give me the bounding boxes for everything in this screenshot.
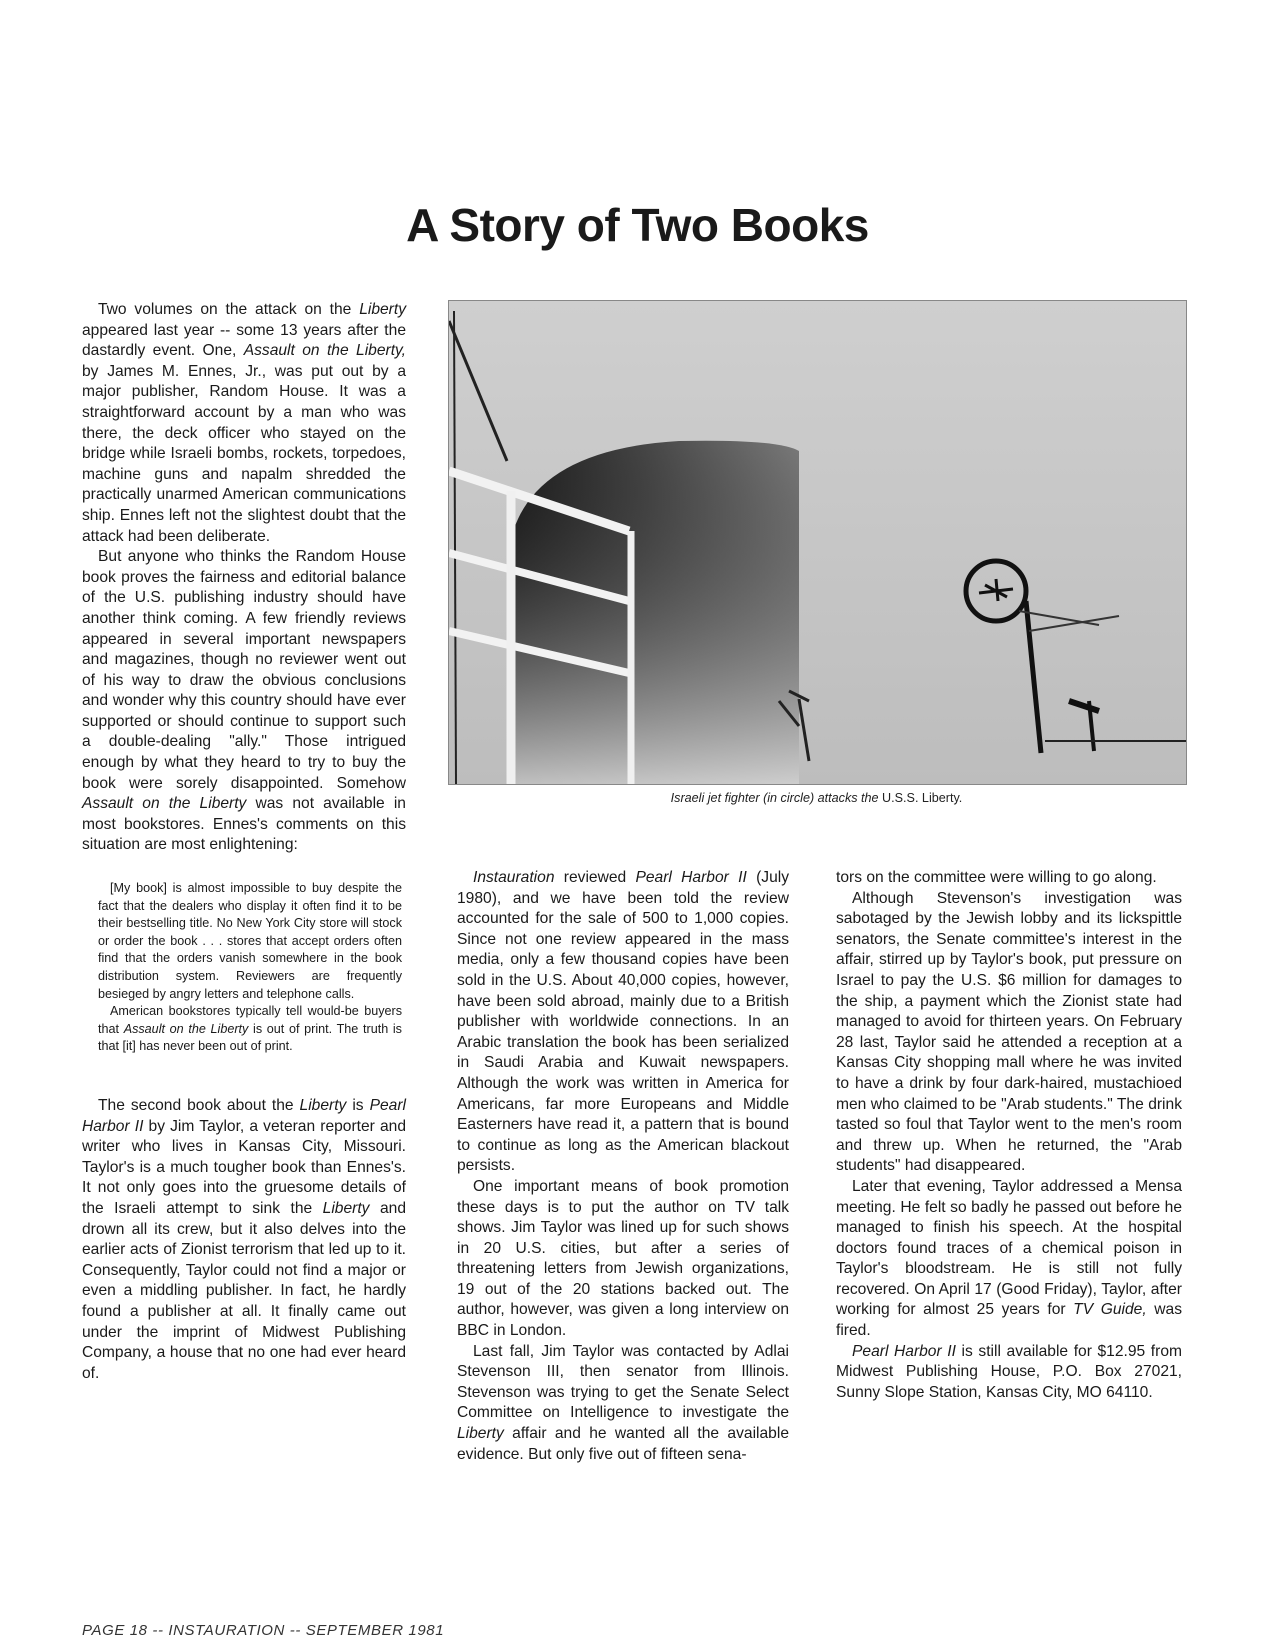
paragraph: Later that evening, Taylor addressed a Mensa meeting. He felt so badly he passed out before he managed to finish his speech. At the hospital doctors found traces of a chemical poison in Taylor's bloodstream. He is still not fully recovered. On April 17 (Good Friday), Taylor, after working for almost 25 years for TV Guide, was fired. bbox=[836, 1177, 1182, 1340]
photo-caption: Israeli jet fighter (in circle) attacks the U.S.S. Liberty. bbox=[670, 791, 963, 805]
paragraph: But anyone who thinks the Random House book proves the fairness and editorial balance of the U.S. publishing industry should have another think coming. A few friendly reviews appeared in several important newspapers and magazines, though no reviewer went out of his way to draw the obvious conclusions and wonder why this country should have ever supported or should continue to support such a double-dealing "ally." Those intrigued enough by what they heard to try to buy the book were sorely disappointed. Somehow Assault on the Liberty was not available in most bookstores. Ennes's comments on this situation are most enlightening: bbox=[82, 548, 406, 854]
paragraph: The second book about the Liberty is Pearl Harbor II by Jim Taylor, a veteran reporter and writer who lives in Kansas City, Missouri. Taylor's is a much tougher book than Ennes's. It not only goes into the gruesome details of the Israeli attempt to sink the Liberty and drown all its crew, but it also delves into the earlier acts of Zionist terrorism that led up to it. Consequently, Taylor could not find a major or even a middling publisher. In fact, he hardly found a publisher at all. It finally came out under the imprint of Midwest Publishing Company, a house that no one had ever heard of. bbox=[82, 1096, 406, 1382]
quote-paragraph: American bookstores typically tell would-be buyers that Assault on the Liberty is out of print. The truth is that [it] has never been out of print. bbox=[98, 1004, 402, 1054]
column-left bbox=[82, 300, 406, 1384]
quote-paragraph: [My book] is almost impossible to buy despite the fact that the dealers who display it often find it to be their bestselling title. No New York City store will stock or order the book . . . stores that accept orders often find that the orders vanish somewhere in the book distribution system. Reviewers are frequently besieged by angry letters and telephone calls. bbox=[98, 881, 402, 1001]
column-middle bbox=[457, 868, 789, 1465]
block-quote bbox=[98, 880, 402, 1056]
paragraph: Although Stevenson's investigation was sabotaged by the Jewish lobby and its lickspittle senators, the Senate committee's interest in the affair, stirred up by Taylor's book, put pressure on Israel to pay the U.S. $6 million for damages to the ship, a payment which the Zionist state had managed to avoid for thirteen years. On February 28 last, Taylor said he attended a reception at a Kansas City shopping mall where he was invited to have a drink by four dark-haired, mustachioed men who claimed to be "Arab students." The drink tasted so foul that Taylor went to the men's room and threw up. When he returned, the "Arab students" had disappeared. bbox=[836, 889, 1182, 1175]
article-title: A Story of Two Books bbox=[406, 199, 869, 251]
paragraph: Pearl Harbor II is still available for $12.95 from Midwest Publishing House, P.O. Box 27021, Sunny Slope Station, Kansas City, MO 64110. bbox=[836, 1342, 1182, 1401]
ship-photo bbox=[448, 300, 1187, 785]
paragraph: Instauration reviewed Pearl Harbor II (July 1980), and we have been told the review accounted for the sale of 500 to 1,000 copies. Since not one review appeared in the mass media, only a few thousand copies have been sold in the U.S. About 40,000 copies, however, have been sold abroad, mainly due to a British publisher with worldwide connections. In an Arabic translation the book has been serialized in Saudi Arabia and Kuwait newspapers. Although the work was written in America for Americans, far more Europeans and Middle Easterners have read it, a pattern that is bound to continue as long as the American blackout persists. bbox=[457, 869, 790, 1175]
column-right bbox=[836, 868, 1182, 1403]
paragraph: Last fall, Jim Taylor was contacted by Adlai Stevenson III, then senator from Illinois. Stevenson was trying to get the Senate Select Committee on Intelligence to investigate the Liberty affair and he wanted all the available evidence. But only five out of fifteen sena- bbox=[457, 1342, 789, 1463]
page-footer: PAGE 18 -- INSTAURATION -- SEPTEMBER 1981 bbox=[82, 1622, 445, 1639]
paragraph: tors on the committee were willing to go along. bbox=[836, 869, 1157, 886]
paragraph: Two volumes on the attack on the Liberty appeared last year -- some 13 years after the dastardly event. One, Assault on the Liberty, by James M. Ennes, Jr., was put out by a major publisher, Random House. It was a straightforward account by a man who was there, the deck officer who stayed on the bridge while Israeli bombs, rockets, torpedoes, machine guns and napalm shredded the practically unarmed American communications ship. Ennes left not the slightest doubt that the attack had been deliberate. bbox=[82, 301, 407, 545]
paragraph: One important means of book promotion these days is to put the author on TV talk shows. Jim Taylor was lined up for such shows in 20 U.S. cities, but after a series of threatening letters from Jewish organizations, 19 out of the 20 stations backed out. The author, however, was given a long interview on BBC in London. bbox=[457, 1177, 789, 1340]
